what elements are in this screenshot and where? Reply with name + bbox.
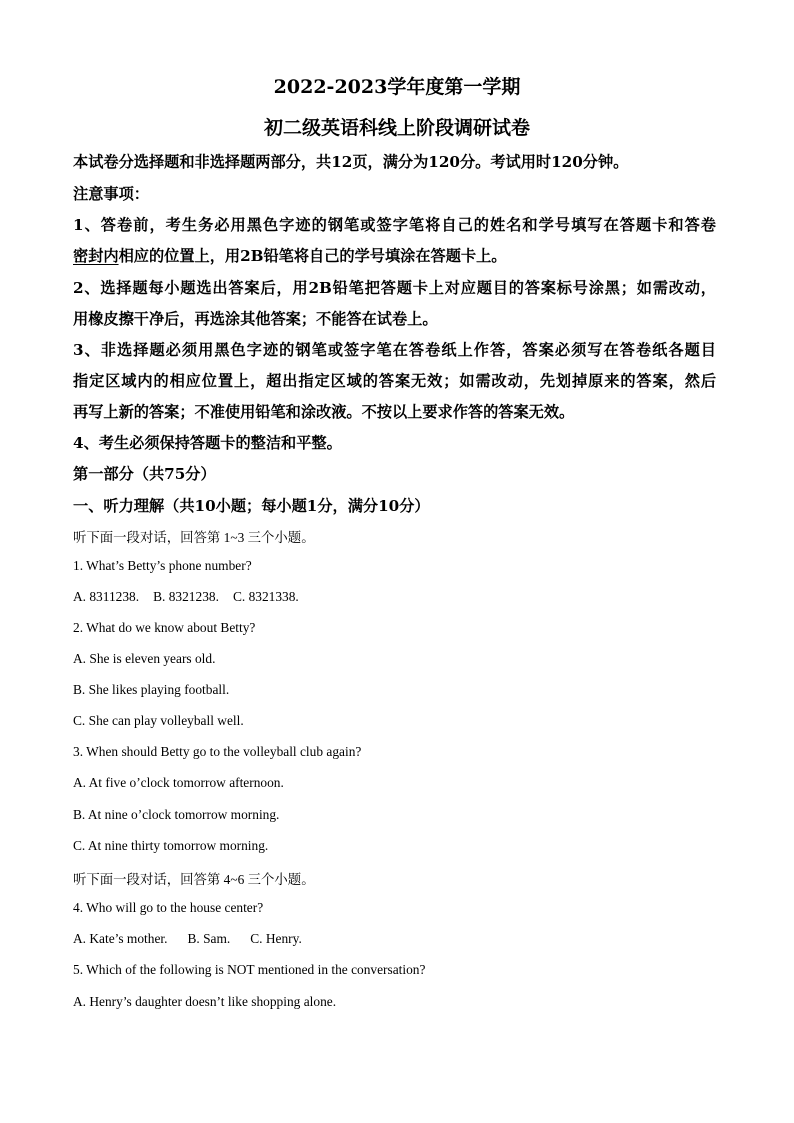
intro-text: 本试卷分选择题和非选择题两部分，共12页，满分为120分。考试用时120分钟。 <box>73 153 629 171</box>
q4-option-b: B. Sam. <box>187 931 231 946</box>
question-3: 3. When should Betty go to the volleyball club again? <box>73 744 362 759</box>
question-1-options <box>73 589 299 605</box>
q3-option-c: C. At nine thirty tomorrow morning. <box>73 838 269 853</box>
question-4-options <box>73 931 302 947</box>
q3-option-b: B. At nine o’clock tomorrow morning. <box>73 807 280 822</box>
part-1-heading: 第一部分（共75分） <box>73 465 216 483</box>
question-5: 5. Which of the following is NOT mentioned in the conversation? <box>73 962 426 977</box>
exam-title-year: 2022-2023学年度第一学期 <box>273 76 521 98</box>
note-2-line-2: 用橡皮擦干净后，再选涂其他答案；不能答在试卷上。 <box>73 310 438 328</box>
note-1-line-2 <box>73 245 506 266</box>
q4-option-a: A. Kate’s mother. <box>73 931 168 946</box>
question-1: 1. What’s Betty’s phone number? <box>73 558 252 573</box>
note-1-line-2-rest: 相应的位置上，用2B铅笔将自己的学号填涂在答题卡上。 <box>118 247 507 265</box>
exam-title-subject: 初二级英语科线上阶段调研试卷 <box>263 117 530 139</box>
note-1-underlined: 密封内 <box>73 247 119 265</box>
listening-instruction-1: 听下面一段对话，回答第 1~3 三个小题。 <box>73 530 315 545</box>
note-3-line-1: 3、非选择题必须用黑色字迹的钢笔或签字笔在答卷纸上作答，答案必须写在答卷纸各题目 <box>73 341 716 359</box>
question-4: 4. Who will go to the house center? <box>73 900 264 915</box>
note-1-line-1: 1、答卷前，考生务必用黑色字迹的钢笔或签字笔将自己的姓名和学号填写在答题卡和答卷 <box>73 216 716 234</box>
question-2: 2. What do we know about Betty? <box>73 620 256 635</box>
note-3-line-2: 指定区域内的相应位置上，超出指定区域的答案无效；如需改动，先划掉原来的答案，然后 <box>73 372 716 390</box>
notes-heading: 注意事项： <box>73 185 149 203</box>
note-4: 4、考生必须保持答题卡的整洁和平整。 <box>73 434 342 452</box>
q5-option-a: A. Henry’s daughter doesn’t like shopping alone. <box>73 994 337 1009</box>
note-2-line-1: 2、选择题每小题选出答案后，用2B铅笔把答题卡上对应题目的答案标号涂黑；如需改动， <box>73 279 716 297</box>
listening-instruction-2: 听下面一段对话，回答第 4~6 三个小题。 <box>73 872 315 887</box>
note-3-line-3: 再写上新的答案；不准使用铅笔和涂改液。不按以上要求作答的答案无效。 <box>73 403 575 421</box>
q2-option-c: C. She can play volleyball well. <box>73 713 244 728</box>
q2-option-a: A. She is eleven years old. <box>73 651 216 666</box>
q1-option-c: C. 8321338. <box>232 589 299 604</box>
q3-option-a: A. At five o’clock tomorrow afternoon. <box>73 775 284 790</box>
q2-option-b: B. She likes playing football. <box>73 682 230 697</box>
q4-option-c: C. Henry. <box>250 931 302 946</box>
section-1-heading: 一、听力理解（共10小题；每小题1分，满分10分） <box>73 497 430 515</box>
q1-option-a: A. 8311238. <box>73 589 140 604</box>
q1-option-b: B. 8321238. <box>153 589 219 604</box>
